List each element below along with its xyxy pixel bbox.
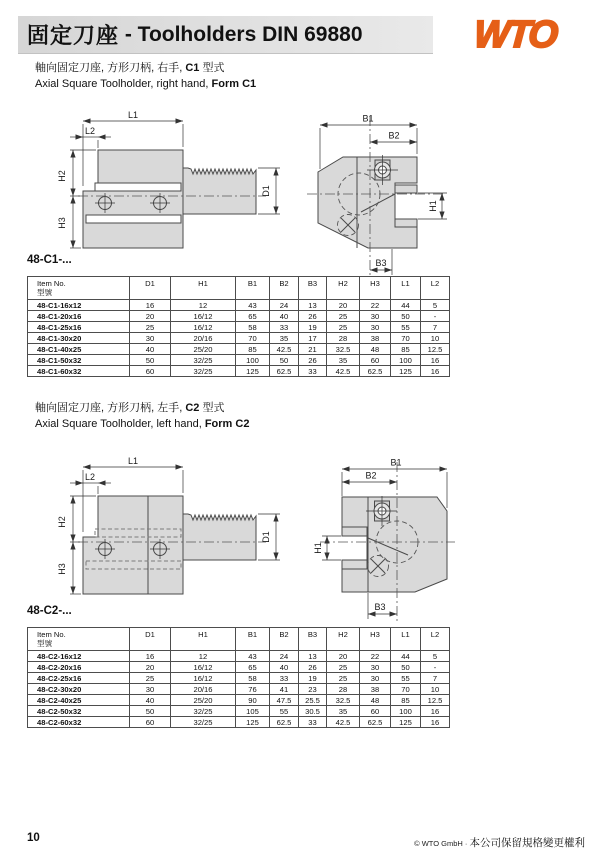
value-cell: 43 [236, 300, 270, 311]
dim-label-h1: H1 [428, 200, 438, 212]
item-no-header-line: Item No. [37, 279, 66, 288]
dim-label-l1: L1 [127, 110, 139, 120]
table-row [28, 300, 450, 311]
wto-logo-text: WTO [472, 13, 558, 56]
value-cell: 30 [130, 333, 171, 344]
value-cell: 60 [130, 366, 171, 377]
value-cell: 16/12 [171, 322, 236, 333]
clamp-jaw-upper [395, 185, 417, 193]
value-cell: 125 [236, 366, 270, 377]
dim-label-h2: H2 [57, 170, 67, 182]
dim-column-header: H3 [360, 277, 391, 300]
dim-column-header: H2 [327, 628, 360, 651]
value-cell: 32.5 [327, 695, 360, 706]
value-cell: 24 [270, 300, 299, 311]
item-no-header-line: Item No. [37, 630, 66, 639]
item-no-cell: 48-C1-30x20 [28, 333, 130, 344]
subtitle-cjk-text: 軸向固定刀座, 方形刀柄, 右手, [35, 62, 186, 74]
value-cell: 20 [130, 662, 171, 673]
value-cell: 16 [421, 717, 450, 728]
value-cell: 7 [421, 322, 450, 333]
value-cell: 48 [360, 344, 391, 355]
value-cell: 60 [130, 717, 171, 728]
value-cell: 30 [360, 662, 391, 673]
subtitle-en-text: Axial Square Toolholder, left hand, [35, 418, 205, 430]
table-head [28, 277, 450, 300]
dim-column-header: L2 [421, 277, 450, 300]
clamp-jaw-lower [342, 560, 367, 569]
value-cell: 50 [130, 355, 171, 366]
value-cell: 25 [327, 662, 360, 673]
value-cell: 38 [360, 684, 391, 695]
subtitle-en-text: Axial Square Toolholder, right hand, [35, 78, 212, 90]
dim-column-header: B1 [236, 628, 270, 651]
value-cell: 43 [236, 651, 270, 662]
table-body [28, 300, 450, 377]
dim-label-b2: B2 [365, 470, 377, 481]
table-body [28, 651, 450, 728]
value-cell: 28 [327, 333, 360, 344]
value-cell: 10 [421, 333, 450, 344]
subtitle-cjk-form: C2 [185, 402, 200, 414]
value-cell: 35 [327, 355, 360, 366]
value-cell: 100 [391, 706, 421, 717]
table-row [28, 695, 450, 706]
value-cell: 24 [270, 651, 299, 662]
dim-column-header: D1 [130, 277, 171, 300]
value-cell: 16 [130, 651, 171, 662]
tool-slot [342, 536, 366, 560]
table-row [28, 673, 450, 684]
spec-table-c2 [27, 627, 450, 728]
value-cell: 85 [391, 344, 421, 355]
dim-label-b1: B1 [362, 113, 374, 124]
rights-reserved-text: 本公司保留規格變更權利 [469, 837, 585, 849]
page-title-cjk: 固定刀座 [27, 23, 120, 49]
value-cell: 58 [236, 322, 270, 333]
item-no-cell: 48-C2-50x32 [28, 706, 130, 717]
value-cell: 62.5 [270, 366, 299, 377]
item-no-cell: 48-C2-30x20 [28, 684, 130, 695]
item-no-cell: 48-C1-50x32 [28, 355, 130, 366]
item-no-cell: 48-C1-40x25 [28, 344, 130, 355]
value-cell: 25 [130, 322, 171, 333]
value-cell: 50 [391, 311, 421, 322]
value-cell: 30 [360, 311, 391, 322]
value-cell: 33 [299, 366, 327, 377]
dim-column-header: H2 [327, 277, 360, 300]
subtitle-cjk-form: C1 [185, 62, 200, 74]
dim-column-header: B2 [270, 628, 299, 651]
dim-column-header: B3 [299, 628, 327, 651]
value-cell: 12.5 [421, 344, 450, 355]
item-no-header [28, 628, 130, 651]
dim-label-h3: H3 [57, 563, 67, 575]
table-row [28, 344, 450, 355]
value-cell: 85 [391, 695, 421, 706]
value-cell: 30 [130, 684, 171, 695]
value-cell: 38 [360, 333, 391, 344]
section-form-c2 [0, 400, 606, 745]
value-cell: 40 [130, 344, 171, 355]
value-cell: 13 [299, 300, 327, 311]
value-cell: 125 [391, 717, 421, 728]
value-cell: 125 [236, 717, 270, 728]
dim-column-header: H1 [171, 277, 236, 300]
subtitle-en-form: Form C1 [211, 78, 257, 90]
value-cell: 16/12 [171, 662, 236, 673]
value-cell: 28 [327, 684, 360, 695]
subtitle-en [35, 78, 256, 91]
value-cell: 40 [270, 662, 299, 673]
subtitle-cjk-suffix: 型式 [199, 62, 225, 74]
copyright-text: © WTO GmbH · [414, 839, 470, 848]
value-cell: 26 [299, 355, 327, 366]
value-cell: 35 [270, 333, 299, 344]
value-cell: 62.5 [270, 717, 299, 728]
value-cell: 62.5 [360, 717, 391, 728]
value-cell: 32/25 [171, 366, 236, 377]
value-cell: 21 [299, 344, 327, 355]
dim-label-l2: L2 [84, 472, 96, 482]
value-cell: 60 [360, 355, 391, 366]
holder-body [83, 496, 183, 594]
subtitle-en-form: Form C2 [204, 418, 250, 430]
table-row [28, 706, 450, 717]
value-cell: 44 [391, 651, 421, 662]
dim-label-d1: D1 [261, 531, 271, 543]
value-cell: 105 [236, 706, 270, 717]
value-cell: 30 [360, 673, 391, 684]
table-row [28, 311, 450, 322]
tool-groove-upper [95, 183, 181, 191]
value-cell: 20 [130, 311, 171, 322]
dim-label-b3: B3 [374, 602, 386, 612]
value-cell: 42.5 [327, 717, 360, 728]
subtitle-cjk-suffix: 型式 [199, 402, 225, 414]
value-cell: 50 [391, 662, 421, 673]
value-cell: 25.5 [299, 695, 327, 706]
value-cell: 33 [270, 673, 299, 684]
tool-groove-lower [86, 215, 181, 223]
value-cell: 25 [327, 322, 360, 333]
item-no-header [28, 277, 130, 300]
value-cell: 7 [421, 673, 450, 684]
page-number: 10 [27, 832, 40, 844]
series-label: 48-C1-... [27, 254, 72, 266]
dim-column-header: L1 [391, 277, 421, 300]
page-title: - Toolholders DIN 69880 [119, 22, 363, 46]
value-cell: 22 [360, 300, 391, 311]
value-cell: 33 [299, 717, 327, 728]
value-cell: 65 [236, 311, 270, 322]
front-view-drawing-c2 [300, 454, 500, 629]
table-row [28, 662, 450, 673]
item-no-cell: 48-C2-60x32 [28, 717, 130, 728]
side-view-drawing-c2 [48, 452, 298, 617]
dim-label-b2: B2 [388, 130, 400, 141]
value-cell: 55 [391, 673, 421, 684]
value-cell: 90 [236, 695, 270, 706]
dim-column-header: L2 [421, 628, 450, 651]
value-cell: 25/20 [171, 344, 236, 355]
value-cell: 125 [391, 366, 421, 377]
side-view-drawing-c1 [48, 106, 298, 271]
value-cell: 16/12 [171, 673, 236, 684]
value-cell: 17 [299, 333, 327, 344]
value-cell: 10 [421, 684, 450, 695]
dim-column-header: B1 [236, 277, 270, 300]
value-cell: 20/16 [171, 333, 236, 344]
value-cell: 50 [130, 706, 171, 717]
value-cell: 32.5 [327, 344, 360, 355]
value-cell: 47.5 [270, 695, 299, 706]
dim-label-h3: H3 [57, 217, 67, 229]
dim-column-header: H3 [360, 628, 391, 651]
value-cell: 42.5 [327, 366, 360, 377]
value-cell: 16 [421, 355, 450, 366]
value-cell: 58 [236, 673, 270, 684]
item-no-cell: 48-C1-25x16 [28, 322, 130, 333]
value-cell: 16 [130, 300, 171, 311]
value-cell: 55 [391, 322, 421, 333]
value-cell: 20 [327, 651, 360, 662]
series-label: 48-C2-... [27, 605, 72, 617]
item-no-cell: 48-C2-25x16 [28, 673, 130, 684]
table-head [28, 628, 450, 651]
value-cell: 30 [360, 322, 391, 333]
dim-label-b1: B1 [390, 457, 402, 468]
value-cell: 5 [421, 300, 450, 311]
value-cell: 12 [171, 651, 236, 662]
value-cell: 19 [299, 322, 327, 333]
value-cell: 60 [360, 706, 391, 717]
table-row [28, 717, 450, 728]
value-cell: - [421, 311, 450, 322]
front-view-drawing-c1 [295, 108, 495, 283]
value-cell: 48 [360, 695, 391, 706]
value-cell: 19 [299, 673, 327, 684]
value-cell: 32/25 [171, 706, 236, 717]
dim-label-l1: L1 [127, 456, 139, 466]
serrated-shank [183, 514, 256, 560]
item-no-cell: 48-C1-60x32 [28, 366, 130, 377]
value-cell: 70 [236, 333, 270, 344]
dim-label-h2: H2 [57, 516, 67, 528]
spec-table-c1 [27, 276, 450, 377]
table-row [28, 322, 450, 333]
footer-note [414, 833, 585, 851]
value-cell: 25 [327, 673, 360, 684]
value-cell: 5 [421, 651, 450, 662]
serrated-shank [183, 168, 256, 214]
value-cell: 100 [391, 355, 421, 366]
value-cell: 23 [299, 684, 327, 695]
value-cell: - [421, 662, 450, 673]
value-cell: 26 [299, 662, 327, 673]
value-cell: 32/25 [171, 355, 236, 366]
value-cell: 55 [270, 706, 299, 717]
dim-label-b3: B3 [375, 258, 387, 268]
value-cell: 26 [299, 311, 327, 322]
section-form-c1 [0, 60, 606, 390]
dim-column-header: D1 [130, 628, 171, 651]
table-row [28, 651, 450, 662]
value-cell: 25 [327, 311, 360, 322]
item-no-subheader: 型號 [37, 639, 53, 648]
table-row [28, 355, 450, 366]
clamp-jaw-upper [342, 527, 367, 536]
dim-column-header: B3 [299, 277, 327, 300]
item-no-cell: 48-C2-20x16 [28, 662, 130, 673]
dim-label-d1: D1 [261, 185, 271, 197]
value-cell: 20 [327, 300, 360, 311]
value-cell: 85 [236, 344, 270, 355]
value-cell: 22 [360, 651, 391, 662]
value-cell: 20/16 [171, 684, 236, 695]
subtitle-cjk [35, 62, 224, 75]
dim-column-header: H1 [171, 628, 236, 651]
subtitle-en [35, 418, 249, 431]
value-cell: 41 [270, 684, 299, 695]
value-cell: 65 [236, 662, 270, 673]
header-row [28, 628, 450, 651]
subtitle-cjk [35, 402, 224, 415]
holder-body [83, 150, 183, 248]
table-row [28, 366, 450, 377]
value-cell: 12.5 [421, 695, 450, 706]
value-cell: 70 [391, 333, 421, 344]
dim-label-h1: H1 [313, 542, 323, 554]
table-row [28, 684, 450, 695]
item-no-cell: 48-C1-20x16 [28, 311, 130, 322]
dim-column-header: L1 [391, 628, 421, 651]
item-no-cell: 48-C2-16x12 [28, 651, 130, 662]
value-cell: 35 [327, 706, 360, 717]
clamp-jaw-lower [395, 219, 417, 227]
header-row [28, 277, 450, 300]
value-cell: 33 [270, 322, 299, 333]
value-cell: 16/12 [171, 311, 236, 322]
value-cell: 30.5 [299, 706, 327, 717]
value-cell: 12 [171, 300, 236, 311]
wto-logo [444, 13, 586, 57]
tool-slot [396, 193, 419, 219]
item-no-cell: 48-C2-40x25 [28, 695, 130, 706]
value-cell: 44 [391, 300, 421, 311]
value-cell: 42.5 [270, 344, 299, 355]
value-cell: 100 [236, 355, 270, 366]
subtitle-cjk-text: 軸向固定刀座, 方形刀柄, 左手, [35, 402, 186, 414]
item-no-subheader: 型號 [37, 288, 53, 297]
page-header-bar [18, 16, 433, 54]
value-cell: 50 [270, 355, 299, 366]
value-cell: 40 [270, 311, 299, 322]
value-cell: 40 [130, 695, 171, 706]
value-cell: 70 [391, 684, 421, 695]
item-no-cell: 48-C1-16x12 [28, 300, 130, 311]
value-cell: 25 [130, 673, 171, 684]
table-row [28, 333, 450, 344]
value-cell: 32/25 [171, 717, 236, 728]
value-cell: 13 [299, 651, 327, 662]
value-cell: 25/20 [171, 695, 236, 706]
value-cell: 16 [421, 366, 450, 377]
value-cell: 16 [421, 706, 450, 717]
value-cell: 62.5 [360, 366, 391, 377]
value-cell: 76 [236, 684, 270, 695]
dim-label-l2: L2 [84, 126, 96, 136]
dim-column-header: B2 [270, 277, 299, 300]
